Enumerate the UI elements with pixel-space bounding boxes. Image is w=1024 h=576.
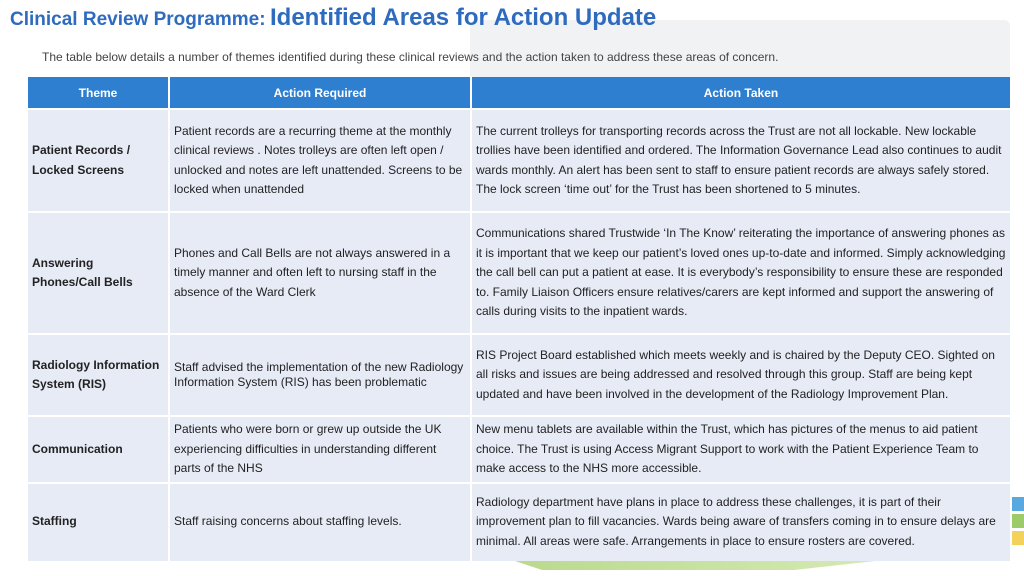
table-row — [28, 416, 1011, 483]
theme-cell: Patient Records / Locked Screens — [28, 109, 169, 212]
theme-cell: Answering Phones/Call Bells — [28, 212, 169, 334]
page-title-main: Identified Areas for Action Update — [270, 4, 657, 31]
action-taken-cell: New menu tablets are available within the Trust, which has pictures of the menus to aid patient choice. The Trust is using Access Migrant Support to work with the Patient Experience Team to make access to the NHS more accessible. — [471, 416, 1011, 483]
theme-cell: Staffing — [28, 483, 169, 561]
action-taken-cell: The current trolleys for transporting records across the Trust are not all lockable. New lockable trollies have been identified and ordered. The Information Governance Lead also continues to audit wards monthly. An alert has been sent to staff to ensure patient records are always safely stored. The lock screen ‘time out’ for the Trust has been shortened to 5 minutes. — [471, 109, 1011, 212]
actions-table — [28, 77, 1012, 561]
table-row — [28, 212, 1011, 334]
action-required-cell: Phones and Call Bells are not always answered in a timely manner and often left to nursing staff in the absence of the Ward Clerk — [169, 212, 471, 334]
table-row — [28, 109, 1011, 212]
column-header-action-taken: Action Taken — [471, 77, 1011, 109]
action-taken-cell: RIS Project Board established which meets weekly and is chaired by the Deputy CEO. Sighted on all risks and issues are being addressed and resolved through this group. Staff are being kept updated and have been involved in the development of the Radiology Improvement Plan. — [471, 334, 1011, 416]
column-header-theme: Theme — [28, 77, 169, 109]
theme-cell: Communication — [28, 416, 169, 483]
action-required-cell: Staff raising concerns about staffing levels. — [169, 483, 471, 561]
decorative-side-stripe-green — [1012, 514, 1024, 528]
page-title — [10, 4, 656, 32]
theme-cell: Radiology Information System (RIS) — [28, 334, 169, 416]
table-header-row — [28, 77, 1011, 109]
page-title-prefix: Clinical Review Programme: — [10, 9, 266, 30]
table-row — [28, 483, 1011, 561]
decorative-side-stripe-yellow — [1012, 531, 1024, 545]
action-required-cell: Staff advised the implementation of the new Radiology Information System (RIS) has been problematic — [169, 334, 471, 416]
action-required-cell: Patient records are a recurring theme at the monthly clinical reviews . Notes trolleys are often left open / unlocked and notes are left unattended. Screens to be locked when unattended — [169, 109, 471, 212]
column-header-action-required: Action Required — [169, 77, 471, 109]
page-subtitle: The table below details a number of themes identified during these clinical reviews and the action taken to address these areas of concern. — [42, 50, 779, 64]
action-required-cell: Patients who were born or grew up outside the UK experiencing difficulties in understanding different parts of the NHS — [169, 416, 471, 483]
decorative-side-stripe-blue — [1012, 497, 1024, 511]
table-row — [28, 334, 1011, 416]
action-taken-cell: Radiology department have plans in place to address these challenges, it is part of their improvement plan to fill vacancies. Wards being aware of transfers coming in to ensure delays are minimal. All areas were safe. Arrangements in place to ensure rosters are covered. — [471, 483, 1011, 561]
action-taken-cell: Communications shared Trustwide ‘In The Know’ reiterating the importance of answering phones as it is important that we keep our patient’s loved ones up-to-date and informed. Simply acknowledging the call bell can put a patient at ease. It is everybody’s responsibility to ensure these are responded to. Family Liaison Officers ensure relatives/carers are kept informed and support the answering of calls during visits to the inpatient wards. — [471, 212, 1011, 334]
